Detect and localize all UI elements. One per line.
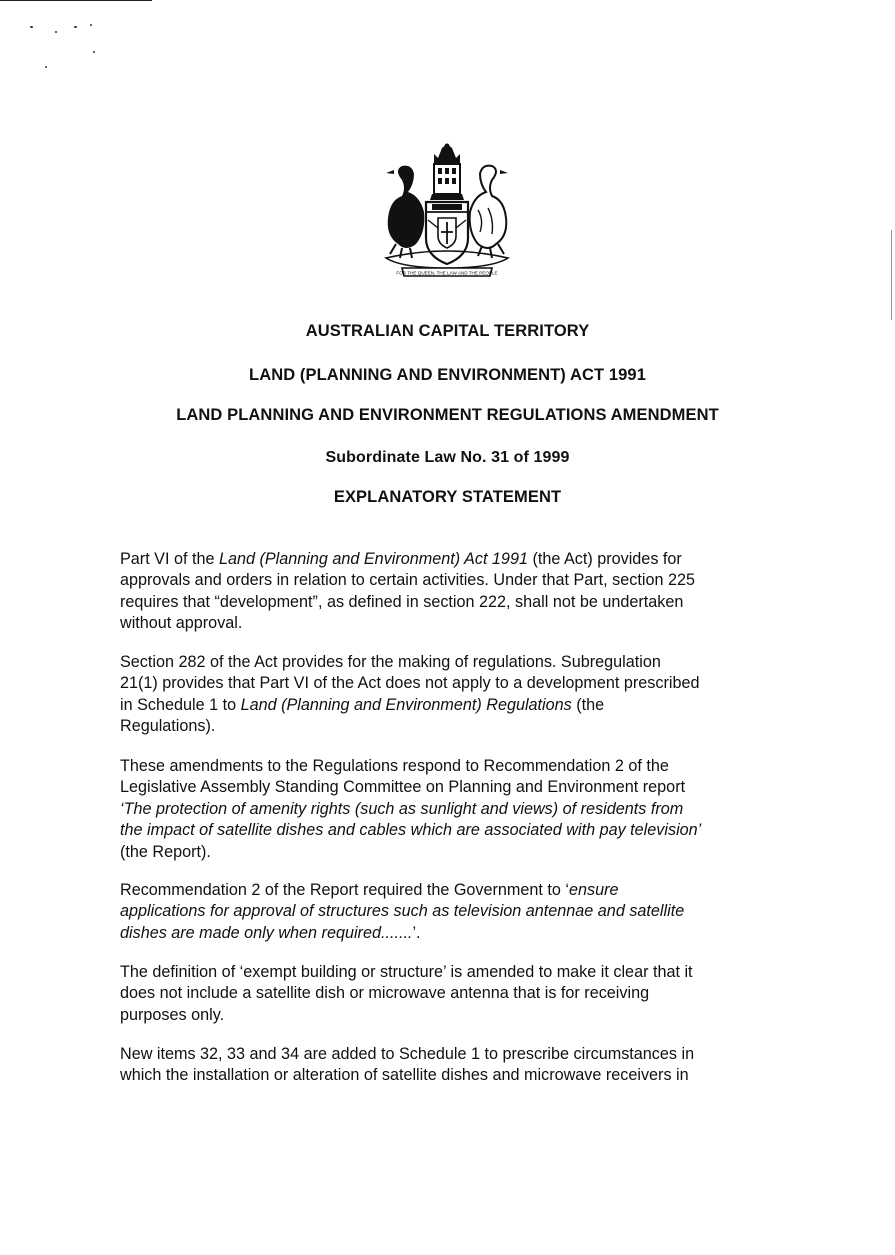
paragraph-line	[120, 880, 775, 901]
paragraph-exempt-definition	[120, 962, 775, 1026]
paragraph-line: 21(1) provides that Part VI of the Act does not apply to a development prescribed	[120, 674, 700, 693]
explanatory-statement-heading: EXPLANATORY STATEMENT	[333, 488, 562, 506]
regulations-title-italic: Land (Planning and Environment) Regulations	[240, 695, 572, 714]
paragraph-line: These amendments to the Regulations respond to Recommendation 2 of the	[120, 757, 669, 775]
law-number-heading: Subordinate Law No. 31 of 1999	[325, 449, 570, 466]
paragraph-line: Legislative Assembly Standing Committee on Planning and Environment report	[120, 778, 686, 797]
paragraph-line: without approval.	[120, 614, 243, 633]
scan-speck	[74, 26, 77, 28]
text-run: in Schedule 1 to	[120, 695, 241, 714]
scan-speck	[45, 66, 47, 68]
scan-speck	[90, 24, 92, 26]
act-coat-of-arms-icon	[372, 140, 522, 280]
text-run: Part VI of the	[120, 550, 219, 568]
paragraph-new-items	[120, 1044, 775, 1087]
report-title-italic: ‘The protection of amenity rights (such as sunlight and views) of residents from	[120, 799, 684, 818]
paragraph-line: New items 32, 33 and 34 are added to Schedule 1 to prescribe circumstances in	[120, 1045, 695, 1063]
paragraph-line: The definition of ‘exempt building or structure’ is amended to make it clear that it	[120, 963, 693, 981]
paragraph-line: (the Report).	[120, 842, 211, 861]
scan-edge-mark	[891, 230, 892, 320]
paragraph-recommendation-2	[120, 880, 775, 944]
quote-italic: applications for approval of structures such as television antennae and satellite	[120, 902, 685, 921]
paragraph-line	[120, 923, 775, 944]
text-run: (the	[571, 695, 605, 714]
report-title-italic: the impact of satellite dishes and cables which are associated with pay television’	[120, 821, 702, 840]
scan-speck	[93, 51, 95, 53]
scan-speck	[30, 26, 33, 28]
act-heading: LAND (PLANNING AND ENVIRONMENT) ACT 1991	[249, 366, 646, 384]
quote-italic: dishes are made only when required.......	[120, 923, 413, 942]
paragraph-line	[120, 549, 775, 570]
paragraph-line: Regulations).	[120, 717, 216, 736]
crest-motto: FOR THE QUEEN, THE LAW AND THE PEOPLE	[396, 270, 498, 276]
paragraph-line: Section 282 of the Act provides for the making of regulations. Subregulation	[120, 653, 661, 671]
text-run: ’.	[412, 923, 421, 942]
act-title-italic: Land (Planning and Environment) Act 1991	[218, 550, 528, 568]
quote-italic: ensure	[569, 881, 619, 899]
regulation-heading: LAND PLANNING AND ENVIRONMENT REGULATIONS AMENDMENT	[176, 406, 719, 424]
paragraph-part-vi	[120, 549, 775, 635]
paragraph-line: does not include a satellite dish or microwave antenna that is for receiving	[120, 984, 650, 1003]
paragraph-line	[120, 695, 775, 716]
paragraph-line: purposes only.	[120, 1005, 225, 1024]
paragraph-line: requires that “development”, as defined in section 222, shall not be undertaken	[120, 592, 684, 611]
text-run: Recommendation 2 of the Report required the Government to ‘	[120, 881, 569, 899]
paragraph-line: approvals and orders in relation to certain activities. Under that Part, section 225	[120, 571, 695, 590]
scan-border-line	[0, 0, 152, 1]
text-run: (the Act) provides for	[527, 550, 682, 568]
paragraph-section-282	[120, 652, 775, 738]
territory-heading: AUSTRALIAN CAPITAL TERRITORY	[305, 322, 590, 340]
paragraph-amendments	[120, 756, 775, 863]
paragraph-line: which the installation or alteration of satellite dishes and microwave receivers in	[120, 1066, 689, 1085]
scan-speck	[55, 31, 57, 33]
